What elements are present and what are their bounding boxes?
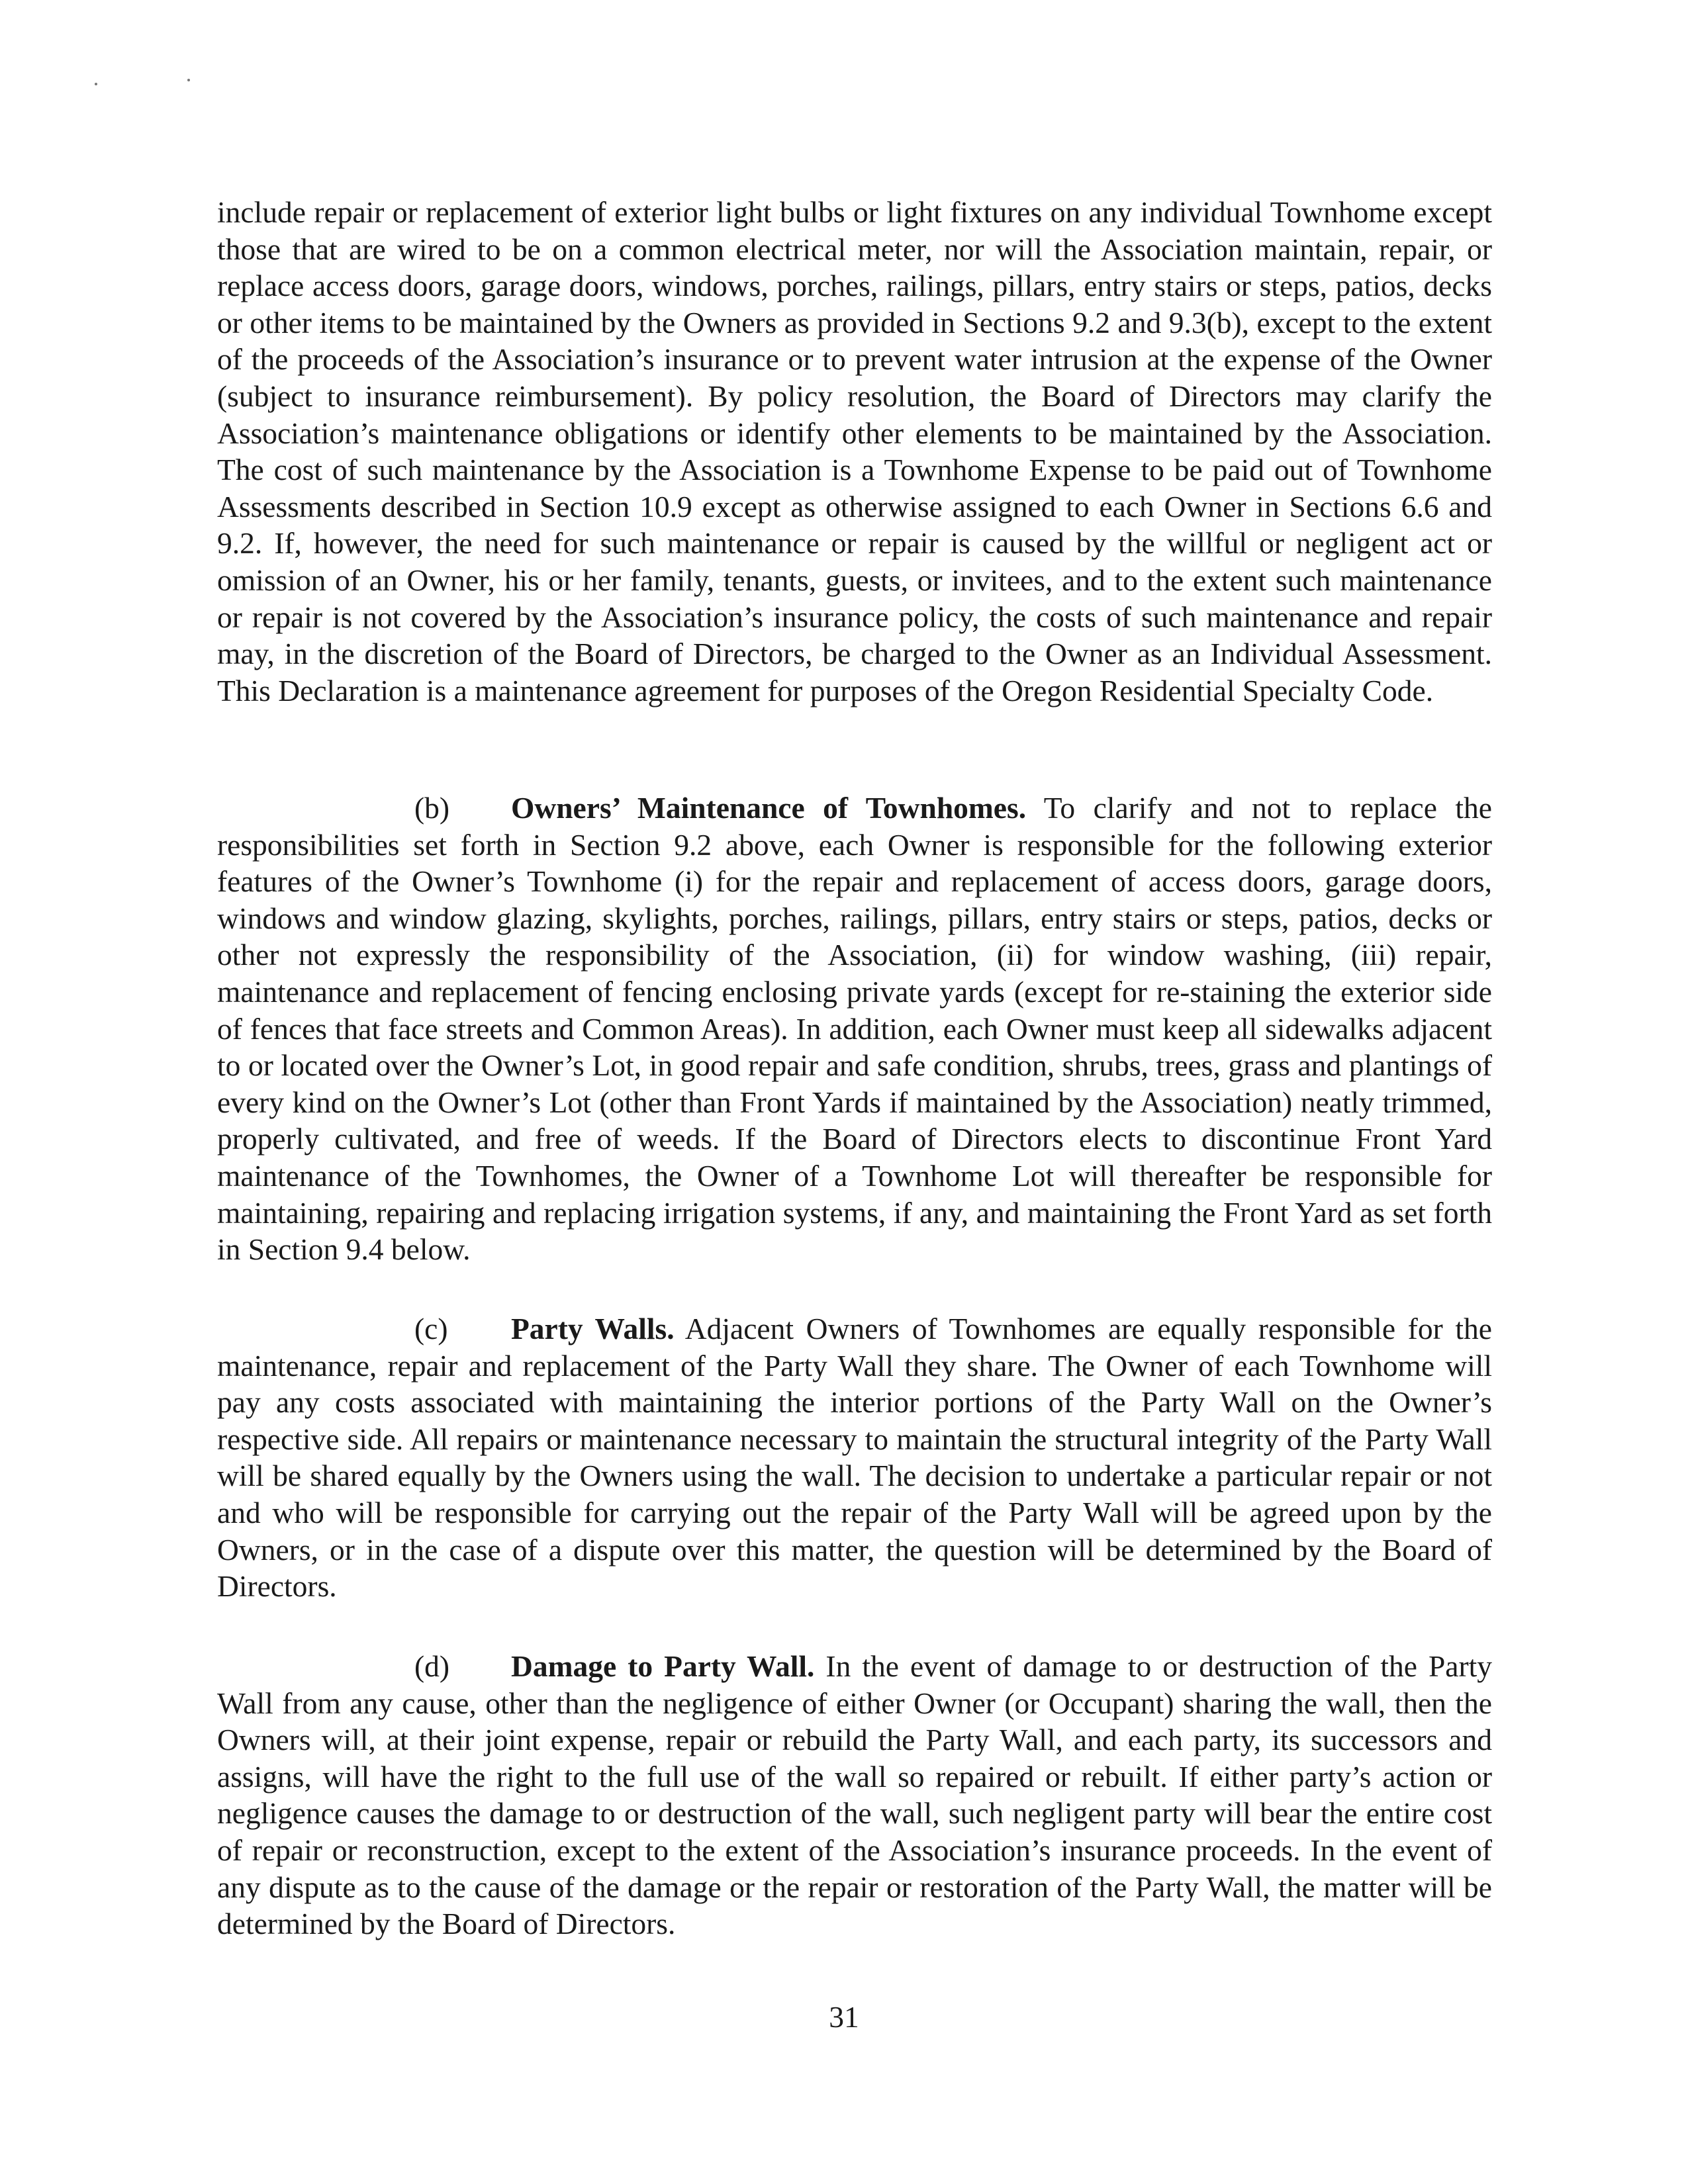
scan-artifact-dot [95,83,97,85]
paragraph-text: To clarify and not to replace the responsibilities set forth in Section 9.2 above, each Owner is responsible for the following exterior features of the Owner’s Townhome (i) for the repair and replacement of access doors, garage doors, windows and window glazing, skylights, porches, railings, pillars, entry stairs or steps, patios, decks or other not expressly the responsibility of the Association, (ii) for window washing, (iii) repair, maintenance and replacement of fencing enclosing private yards (except for re-staining the exterior side of fences that face streets and Common Areas). In addition, each Owner must keep all sidewalks adjacent to or located over the Owner’s Lot, in good repair and safe condition, shrubs, trees, grass and plantings of every kind on the Owner’s Lot (other than Front Yards if maintained by the Association) neatly trimmed, properly cultivated, and free of weeds. If the Board of Directors elects to discontinue Front Yard maintenance of the Townhomes, the Owner of a Townhome Lot will thereafter be responsible for maintaining, repairing and replacing irrigation systems, if any, and maintaining the Front Yard as set forth in Section 9.4 below. [217,791,1492,1267]
paragraph-damage-to-party-wall [217,1648,1492,1942]
paragraph-owners-maintenance [217,790,1492,1268]
paragraph-text: In the event of damage to or destruction of the Party Wall from any cause, other than the negligence of either Owner (or Occupant) sharing the wall, then the Owners will, at their joint expense, repair or rebuild the Party Wall, and each party, its successors and assigns, will have the right to the full use of the wall so repaired or rebuilt. If either party’s action or negligence causes the damage to or destruction of the wall, such negligent party will bear the entire cost of repair or reconstruction, except to the extent of the Association’s insurance proceeds. In the event of any dispute as to the cause of the damage or the repair or restoration of the Party Wall, the matter will be determined by the Board of Directors. [217,1649,1493,1941]
section-heading: Damage to Party Wall. [511,1649,815,1683]
section-label: (d) [414,1649,450,1683]
paragraph-continuation [217,194,1492,709]
paragraph-text: Adjacent Owners of Townhomes are equally responsible for the maintenance, repair and replacement of the Party Wall they share. The Owner of each Townhome will pay any costs associated with maintaining the interior portions of the Party Wall on the Owner’s respective side. All repairs or maintenance necessary to maintain the structural integrity of the Party Wall will be shared equally by the Owners using the wall. The decision to undertake a particular repair or not and who will be responsible for carrying out the repair of the Party Wall will be agreed upon by the Owners, or in the case of a dispute over this matter, the question will be determined by the Board of Directors. [217,1312,1492,1604]
section-heading: Owners’ Maintenance of Townhomes. [511,791,1027,825]
section-label: (b) [414,791,450,825]
section-label: (c) [414,1312,448,1345]
page-number: 31 [829,2000,859,2034]
paragraph-party-walls [217,1310,1492,1605]
paragraph-text: include repair or replacement of exterior light bulbs or light fixtures on any individual Townhome except those that are wired to be on a common electrical meter, nor will the Association maintain, repair, or replace access doors, garage doors, windows, porches, railings, pillars, entry stairs or steps, patios, decks or other items to be maintained by the Owners as provided in Sections 9.2 and 9.3(b), except to the extent of the proceeds of the Association’s insurance or to prevent water intrusion at the expense of the Owner (subject to insurance reimbursement). By policy resolution, the Board of Directors may clarify the Association’s maintenance obligations or identify other elements to be maintained by the Association. The cost of such maintenance by the Association is a Townhome Expense to be paid out of Townhome Assessments described in Section 10.9 except as otherwise assigned to each Owner in Sections 6.6 and 9.2. If, however, the need for such maintenance or repair is caused by the willful or negligent act or omission of an Owner, his or her family, tenants, guests, or invitees, and to the extent such maintenance or repair is not covered by the Association’s insurance policy, the costs of such maintenance and repair may, in the discretion of the Board of Directors, be charged to the Owner as an Individual Assessment. This Declaration is a maintenance agreement for purposes of the Oregon Residential Specialty Code. [217,195,1492,707]
section-heading: Party Walls. [511,1312,675,1345]
scan-artifact-dot [187,79,190,81]
